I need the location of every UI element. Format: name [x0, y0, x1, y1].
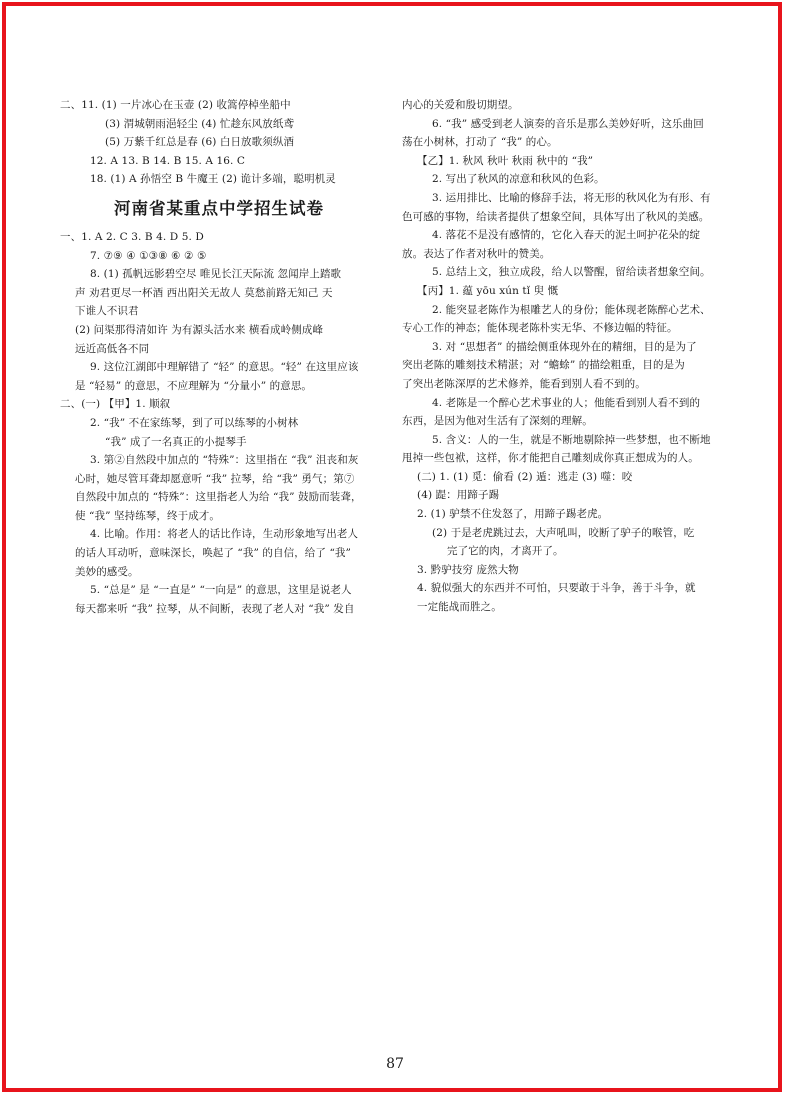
text-line: 使 “我” 坚持练琴，终于成才。	[75, 509, 221, 522]
text-line: 荡在小树林，打动了 “我” 的心。	[402, 136, 558, 149]
text-line: 3. 运用排比、比喻的修辞手法，将无形的秋风化为有形、有	[432, 191, 711, 204]
text-line: 2. “我” 不在家练琴，到了可以练琴的小树林	[90, 416, 299, 429]
text-line: 二、(一) 【甲】1. 顺叙	[60, 398, 171, 411]
text-line: 3. 对 “思想者” 的描绘侧重体现外在的精细，目的是为了	[432, 340, 697, 353]
right-column	[402, 96, 728, 617]
text-line: 下谁人不识君	[75, 305, 139, 318]
text-line: 18. (1) A 孙悟空 B 牛魔王 (2) 诡计多端，聪明机灵	[90, 173, 336, 186]
text-line: 9. 这位江湖郎中理解错了 “轻” 的意思。“轻” 在这里应该	[90, 361, 359, 374]
text-line: 自然段中加点的 “特殊”：这里指老人为给 “我” 鼓励而装聋，	[75, 491, 362, 504]
text-line: 5. “总是” 是 “一直是” “一向是” 的意思，这里是说老人	[90, 584, 352, 597]
text-line: (3) 渭城朝雨浥轻尘 (4) 忙趁东风放纸鸢	[105, 117, 295, 130]
text-line: 美妙的感受。	[75, 565, 139, 578]
text-line: 东西，是因为他对生活有了深刻的理解。	[402, 415, 593, 428]
text-line: (4) 踶：用蹄子踢	[417, 489, 500, 502]
text-line: 3. 第②自然段中加点的 “特殊”：这里指在 “我” 沮丧和灰	[90, 454, 359, 467]
text-line: 2. 能突显老陈作为根雕艺人的身份；能体现老陈醉心艺术、	[432, 303, 711, 316]
text-line: (2) 问渠那得清如许 为有源头活水来 横看成岭侧成峰	[75, 323, 324, 336]
text-line: 4. 老陈是一个醉心艺术事业的人；他能看到别人看不到的	[432, 396, 701, 409]
text-line: 专心工作的神态；能体现老陈朴实无华、不修边幅的特征。	[402, 322, 678, 335]
text-line: 内心的关爱和殷切期望。	[402, 99, 519, 111]
text-line: 4. 落花不是没有感情的，它化入春天的泥土呵护花朵的绽	[432, 229, 701, 242]
text-line: 是 “轻易” 的意思，不应理解为 “分量小” 的意思。	[75, 379, 313, 392]
text-line: 【乙】1. 秋风 秋叶 秋雨 秋中的 “我”	[417, 154, 594, 167]
text-line: 放。表达了作者对秋叶的赞美。	[402, 247, 551, 260]
text-line: 甩掉一些包袱，这样，你才能把自己雕刻成你真正想成为的人。	[402, 452, 699, 465]
text-line: 4. 比喻。作用：将老人的话比作诗，生动形象地写出老人	[90, 528, 359, 541]
text-line: 7. ⑦⑨ ④ ①③⑧ ⑥ ② ⑤	[90, 249, 207, 262]
text-line: 了突出老陈深厚的艺术修养，能看到别人看不到的。	[402, 377, 646, 390]
text-line: 2. 写出了秋风的凉意和秋风的色彩。	[432, 173, 605, 186]
text-line: 【丙】1. 蕴 yōu xún tǐ 臾 慨	[417, 284, 559, 297]
text-line: 4. 貌似强大的东西并不可怕，只要敢于斗争，善于斗争，就	[417, 582, 696, 595]
text-line: 远近高低各不同	[75, 342, 150, 355]
text-line: 一定能战而胜之。	[417, 601, 502, 614]
text-line: (5) 万紫千红总是春 (6) 白日放歌须纵酒	[105, 136, 295, 149]
text-line: 心时，她尽管耳聋却愿意听 “我” 拉琴，给 “我” 勇气；第⑦	[75, 472, 355, 485]
text-line: 一、1. A 2. C 3. B 4. D 5. D	[60, 230, 204, 243]
text-line: 3. 黔驴技穷 庞然大物	[417, 563, 519, 576]
text-line: 12. A 13. B 14. B 15. A 16. C	[90, 154, 246, 167]
text-line: 声 劝君更尽一杯酒 西出阳关无故人 莫愁前路无知己 天	[75, 286, 333, 299]
page-number: 87	[386, 1056, 404, 1072]
left-column	[60, 96, 378, 618]
text-line: 的话人耳动听，意味深长，唤起了 “我” 的自信，给了 “我”	[75, 547, 351, 560]
text-line: 8. (1) 孤帆远影碧空尽 唯见长江天际流 忽闻岸上踏歌	[90, 268, 342, 281]
exam-title: 河南省某重点中学招生试卷	[114, 198, 324, 218]
text-line: 每天都来听 “我” 拉琴，从不间断，表现了老人对 “我” 发自	[75, 602, 355, 615]
text-line: (2) 于是老虎跳过去，大声吼叫，咬断了驴子的喉管，吃	[432, 526, 695, 539]
text-line: 6. “我” 感受到老人演奏的音乐是那么美妙好听，这乐曲回	[432, 117, 704, 130]
text-line: “我” 成了一名真正的小提琴手	[105, 435, 247, 448]
text-line: 2. (1) 驴禁不住发怒了，用蹄子踢老虎。	[417, 508, 609, 521]
text-line: 突出老陈的雕刻技术精湛；对 “蟾蜍” 的描绘粗重，目的是为	[402, 359, 685, 372]
text-line: (二) 1. (1) 觅：偷看 (2) 遁：逃走 (3) 噬：咬	[417, 470, 633, 483]
text-line: 色可感的事物，给读者提供了想象空间，具体写出了秋风的美感。	[402, 210, 710, 223]
text-line: 完了它的肉，才离开了。	[447, 545, 564, 558]
text-line: 5. 含义：人的一生，就是不断地剔除掉一些梦想，也不断地	[432, 433, 711, 446]
text-line: 二、11. (1) 一片冰心在玉壶 (2) 收篙停棹坐船中	[60, 99, 291, 111]
text-line: 5. 总结上文，独立成段，给人以警醒，留给读者想象空间。	[432, 266, 711, 279]
